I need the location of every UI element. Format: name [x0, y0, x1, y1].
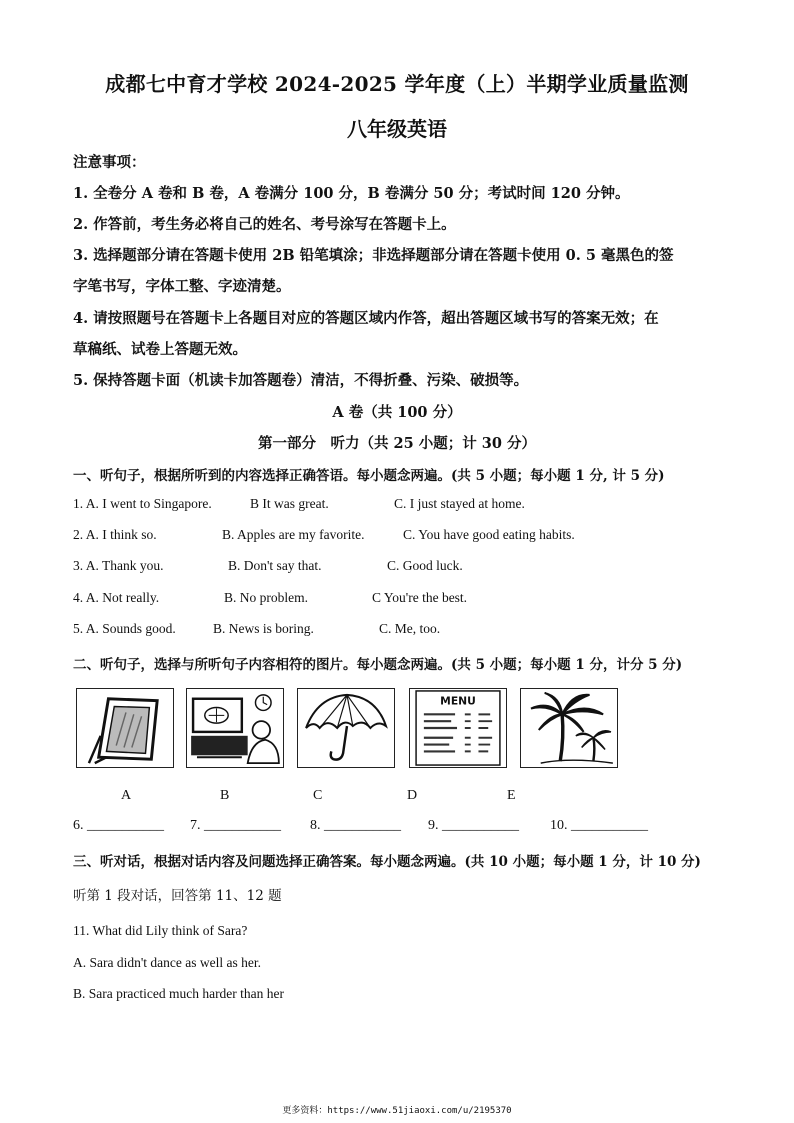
picture-letter-c: C	[313, 788, 323, 803]
picture-letter-e: E	[507, 788, 516, 803]
q5-option-b: B. News is boring.	[213, 621, 314, 636]
picture-c-umbrella	[297, 688, 395, 768]
question-11: 11. What did Lily think of Sara?	[73, 923, 248, 938]
section3-instruction: 听第 1 段对话，回答第 11、12 题	[73, 888, 282, 904]
question-11-option-a: A. Sara didn't dance as well as her.	[73, 955, 261, 970]
q2-option-b: B. Apples are my favorite.	[222, 527, 365, 542]
picture-d-menu	[409, 688, 507, 768]
section1-heading: 一、听句子，根据所听到的内容选择正确答语。每小题念两遍。(共 5 小题；每小题 1 分, 计 5 分)	[73, 468, 665, 484]
picture-letter-a: A	[121, 788, 132, 803]
q2-option-c: C. You have good eating habits.	[403, 527, 575, 542]
footer-link[interactable]: 更多资料：https://www.51jiaoxi.com/u/2195370	[282, 1106, 512, 1116]
q4-option-a: 4. A. Not really.	[73, 590, 160, 605]
picture-b-tv	[186, 688, 284, 768]
question-11-option-b: B. Sara practiced much harder than her	[73, 986, 285, 1001]
q2-option-a: 2. A. I think so.	[73, 527, 157, 542]
notice-heading: 注意事项：	[73, 154, 146, 171]
q3-option-c: C. Good luck.	[387, 558, 463, 573]
q5-option-c: C. Me, too.	[379, 621, 441, 636]
answer-blank-7: 7. ___________	[190, 818, 281, 833]
menu-label: MENU	[440, 694, 476, 708]
picture-a-mirror	[76, 688, 174, 768]
notice-item-3-cont: 字笔书写，字体工整、字迹清楚。	[73, 278, 291, 295]
picture-letter-b: B	[220, 788, 230, 803]
page-subtitle: 八年级英语	[347, 117, 447, 141]
q1-option-a: 1. A. I went to Singapore.	[73, 496, 212, 511]
notice-item-1: 1. 全卷分 A 卷和 B 卷，A 卷满分 100 分，B 卷满分 50 分；考试时间 120 分钟。	[73, 185, 630, 202]
part1-title: 第一部分 听力（共 25 小题；计 30 分）	[257, 435, 537, 452]
answer-blank-9: 9. ___________	[428, 818, 519, 833]
notice-item-5: 5. 保持答题卡面（机读卡加答题卷）清洁，不得折叠、污染、破损等。	[73, 372, 529, 389]
notice-item-4-cont: 草稿纸、试卷上答题无效。	[73, 341, 247, 358]
notice-item-2: 2. 作答前，考生务必将自己的姓名、考号涂写在答题卡上。	[73, 216, 456, 233]
q4-option-c: C You're the best.	[372, 590, 468, 605]
q1-option-b: B It was great.	[250, 496, 329, 511]
q3-option-b: B. Don't say that.	[228, 558, 322, 573]
answer-blank-8: 8. ___________	[310, 818, 401, 833]
q3-option-a: 3. A. Thank you.	[73, 558, 164, 573]
answer-blank-10: 10. ___________	[550, 818, 648, 833]
notice-item-4: 4. 请按照题号在答题卡上各题目对应的答题区域内作答，超出答题区域书写的答案无效；在	[73, 310, 659, 327]
picture-letter-d: D	[407, 788, 418, 803]
page-title: 成都七中育才学校 2024-2025 学年度（上）半期学业质量监测	[105, 72, 689, 96]
q4-option-b: B. No problem.	[224, 590, 308, 605]
notice-item-3: 3. 选择题部分请在答题卡使用 2B 铅笔填涂；非选择题部分请在答题卡使用 0. 5 毫黑色的签	[73, 247, 674, 264]
q1-option-c: C. I just stayed at home.	[394, 496, 525, 511]
section3-heading: 三、听对话，根据对话内容及问题选择正确答案。每小题念两遍。(共 10 小题；每小题 1 分，计 10 分)	[73, 854, 701, 870]
section2-heading: 二、听句子，选择与所听句子内容相符的图片。每小题念两遍。(共 5 小题；每小题 1 分，计分 5 分)	[73, 657, 683, 673]
q5-option-a: 5. A. Sounds good.	[73, 621, 176, 636]
answer-blank-6: 6. ___________	[73, 818, 164, 833]
paper-a-title: A 卷（共 100 分）	[332, 404, 462, 421]
picture-e-palm-trees	[520, 688, 618, 768]
